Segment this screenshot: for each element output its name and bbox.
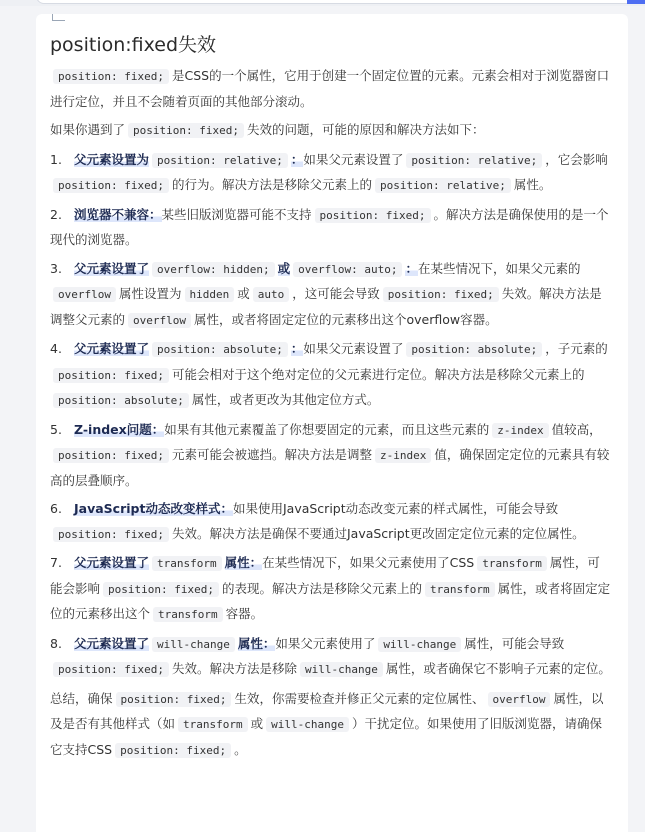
item-title: 父元素设置了	[74, 555, 150, 570]
inline-code: position: fixed;	[128, 123, 244, 138]
intro-paragraph: position: fixed; 是CSS的一个属性，它用于创建一个固定位置的元素。元素会相对于浏览器窗口进行定位，并且不会随着页面的其他部分滚动。	[50, 68, 610, 109]
item-title: 父元素设置了	[74, 260, 150, 276]
inline-code: position: fixed;	[53, 69, 169, 84]
broken-image-icon	[52, 14, 65, 21]
search-button-edge[interactable]	[627, 0, 645, 4]
lead-paragraph: 如果你遇到了 position: fixed; 失效的问题，可能的原因和解决方法如下：	[50, 122, 485, 137]
top-bar	[0, 0, 645, 6]
list-item: 2. 浏览器不兼容：某些旧版浏览器可能不支持 position: fixed; 。解决方法是确保使用的是一个现代的浏览器。	[50, 206, 609, 247]
item-title: 浏览器不兼容：	[74, 206, 162, 222]
page-title: position:fixed失效	[50, 34, 217, 56]
item-title: Z-index问题：	[74, 421, 165, 437]
list-item: 4. 父元素设置了 position: absolute; ：如果父元素设置了 position: absolute; ，子元素的position: fixed; 可能会相对于这个绝对定位的父元素进行定位。解决方法是移除父元素上的position: absolute; 属性，或者更改为其他定位方式。	[50, 341, 608, 407]
item-title: JavaScript动态改变样式：	[74, 501, 233, 516]
item-title: 父元素设置了	[74, 341, 150, 356]
item-title: 父元素设置了	[74, 635, 150, 651]
item-title: 父元素设置为	[74, 151, 150, 167]
list-item: 6. JavaScript动态改变样式：如果使用JavaScript动态改变元素的样式属性，可能会导致position: fixed; 失效。解决方法是确保不要通过JavaScript更改固定定位元素的定位属性。	[50, 501, 585, 541]
answer-content	[50, 32, 612, 767]
answer-card	[36, 14, 628, 832]
search-box-edge[interactable]	[36, 0, 638, 4]
summary-paragraph: 总结，确保 position: fixed; 生效，你需要检查并修正父元素的定位属性、 overflow 属性，以及是否有其他样式（如 transform 或 will-change ）干扰定位。如果使用了旧版浏览器，请确保它支持CSS position: fixed; 。	[50, 690, 604, 757]
list-item: 7. 父元素设置了 transform 属性：在某些情况下，如果父元素使用了CSS transform 属性，可能会影响 position: fixed; 的表现。解决方法是移除父元素上的 transform 属性，或者将固定定位的元素移出这个 transform 容器。	[50, 555, 611, 621]
list-item: 5. Z-index问题：如果有其他元素覆盖了你想要固定的元素，而且这些元素的 z-index 值较高，position: fixed; 元素可能会被遮挡。解决方法是调整 z-index 值，确保固定定位的元素具有较高的层叠顺序。	[50, 421, 610, 488]
list-item: 3. 父元素设置了 overflow: hidden; 或 overflow: auto; ：在某些情况下，如果父元素的overflow 属性设置为 hidden 或 auto ，这可能会导致 position: fixed; 失效。解决方法是调整父元素的 overflow 属性，或者将固定定位的元素移出这个overflow容器。	[50, 260, 602, 327]
list-item: 1. 父元素设置为 position: relative; ：如果父元素设置了 position: relative; ，它会影响position: fixed; 的行为。解决方法是移除父元素上的 position: relative; 属性。	[50, 151, 608, 192]
list-item: 8. 父元素设置了 will-change 属性：如果父元素使用了 will-change 属性，可能会导致position: fixed; 失效。解决方法是移除 will-change 属性，或者确保它不影响子元素的定位。	[50, 635, 611, 676]
